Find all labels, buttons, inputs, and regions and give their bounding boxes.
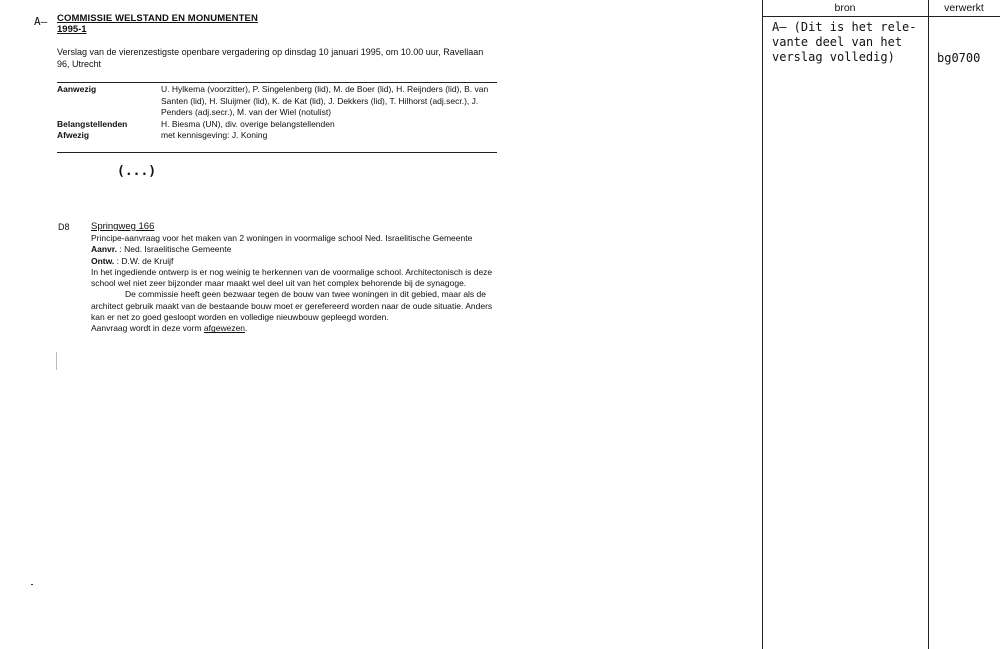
- omission-marker: (...): [117, 164, 157, 179]
- item-applicant: [91, 244, 501, 255]
- verwerkt-code: bg0700: [937, 51, 981, 65]
- conclusion-suffix: .: [245, 323, 248, 334]
- conclusion-decision: afgewezen: [203, 323, 246, 334]
- attendance-label: Belangstellenden: [57, 118, 128, 129]
- document-subheading: 1995-1: [57, 24, 87, 35]
- attendance-table: [57, 84, 497, 142]
- attendance-row: [57, 130, 497, 142]
- conclusion-prefix: Aanvraag wordt in deze vorm: [91, 323, 204, 334]
- meeting-intro: Verslag van de vierenzestigste openbare vergadering op dinsdag 10 januari 1995, om 10.00 uur, Ravellaan 96, Utrecht: [57, 47, 484, 69]
- item-designer: [91, 256, 501, 267]
- attendance-value: H. Biesma (UN), div. overige belangstellenden: [161, 118, 335, 129]
- document-marker: A—: [34, 15, 48, 28]
- sidebar-header-rule: [762, 16, 1000, 17]
- applicant-label: Aanvr.: [91, 244, 117, 255]
- attendance-value: U. Hylkema (voorzitter), P. Singelenberg (lid), M. de Boer (lid), H. Reijnders (lid), B. van Santen (lid), H. Sluijmer (lid), K. de Kat (lid), J. Dekkers (lid), T. Hilhorst (adj.secr.), J. Penders (adj.secr.), M. van der Wiel (notulist): [161, 84, 489, 117]
- scan-mark: [56, 352, 57, 370]
- item-description: Principe-aanvraag voor het maken van 2 woningen in voormalige school Ned. Israelitische Gemeente: [91, 233, 473, 243]
- sidebar-border-left: [762, 0, 763, 649]
- attendance-row: [57, 84, 497, 119]
- designer-value: : D.W. de Kruijf: [116, 255, 174, 266]
- bron-note: A— (Dit is het rele- vante deel van het verslag volledig): [772, 20, 917, 64]
- divider: [57, 82, 497, 83]
- applicant-value: : Ned. Israelitische Gemeente: [119, 244, 232, 255]
- attendance-row: [57, 119, 497, 131]
- attendance-label: Aanwezig: [57, 84, 97, 94]
- designer-label: Ontw.: [91, 255, 115, 266]
- attendance-label: Afwezig: [57, 130, 90, 140]
- column-header-bron: bron: [834, 2, 856, 14]
- item-paragraph: De commissie heeft geen bezwaar tegen de bouw van twee woningen in dit gebied, maar als de architect gebruik maakt van de bestaande bouw moet er gerefereerd worden naar de oude situatie. Anders kan er net zo goed gesloopt worden en volledige nieuwbouw gepleegd worden.: [91, 289, 493, 323]
- agenda-item-code: D8: [58, 222, 70, 232]
- divider: [57, 152, 497, 153]
- attendance-value: met kennisgeving: J. Koning: [161, 130, 268, 140]
- item-conclusion: [91, 323, 501, 334]
- sidebar-column-divider: [928, 0, 929, 649]
- agenda-item-title: Springweg 166: [91, 221, 155, 232]
- column-header-verwerkt: verwerkt: [944, 2, 984, 14]
- agenda-item-body: [91, 233, 501, 335]
- document-heading: COMMISSIE WELSTAND EN MONUMENTEN: [57, 13, 258, 24]
- item-paragraph: In het ingediende ontwerp is er nog weinig te herkennen van de voormalige school. Architectonisch is deze school wel niet zeer bijzonder maar maakt wel deel uit van het complex behorende bij de synagoge.: [91, 266, 493, 289]
- scan-speck: [31, 584, 33, 585]
